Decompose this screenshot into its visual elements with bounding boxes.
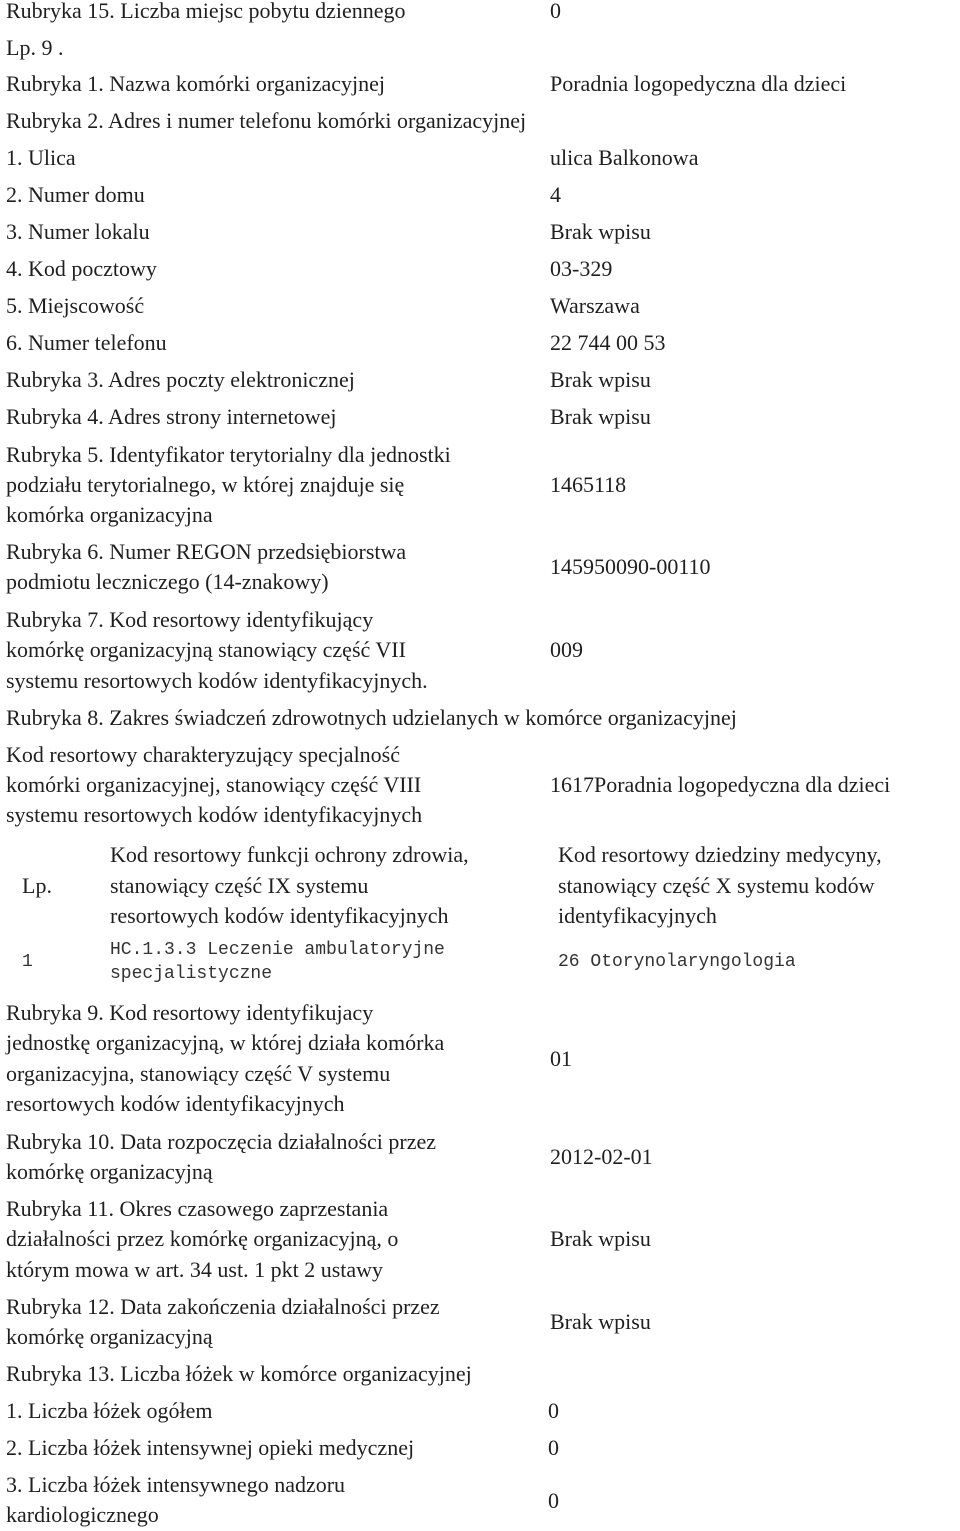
street-label: 1. Ulica <box>6 145 76 170</box>
table-row-col2-line-2: specjalistyczne <box>110 964 273 984</box>
r12-value: Brak wpisu <box>550 1309 651 1334</box>
r11-line-2: działalności przez komórkę organizacyjną, o <box>6 1226 399 1251</box>
house-number-value: 4 <box>550 182 561 207</box>
table-header-col2-line-2: stanowiący część IX systemu <box>110 873 369 898</box>
r3-value: Brak wpisu <box>550 367 651 392</box>
postal-code-value: 03-329 <box>550 256 613 281</box>
phone-value: 22 744 00 53 <box>550 330 666 355</box>
r1-label: Rubryka 1. Nazwa komórki organizacyjnej <box>6 71 385 96</box>
table-header-col3-line-3: identyfikacyjnych <box>558 903 717 928</box>
r10-value: 2012-02-01 <box>550 1144 653 1169</box>
r9-line-3: organizacyjna, stanowiący część V systemu <box>6 1061 391 1086</box>
beds-total-value: 0 <box>548 1398 559 1423</box>
beds-icu-value: 0 <box>548 1435 559 1460</box>
r4-value: Brak wpisu <box>550 404 651 429</box>
r9-line-2: jednostkę organizacyjną, w której działa komórka <box>6 1030 445 1055</box>
r13-label: Rubryka 13. Liczba łóżek w komórce organizacyjnej <box>6 1361 472 1386</box>
spec-line-1: Kod resortowy charakteryzujący specjalność <box>6 742 401 767</box>
r4-label: Rubryka 4. Adres strony internetowej <box>6 404 337 429</box>
beds-cardio-value: 0 <box>548 1488 559 1513</box>
r7-line-3: systemu resortowych kodów identyfikacyjnych. <box>6 668 428 693</box>
r7-value: 009 <box>550 637 583 662</box>
unit-number-label: 3. Numer lokalu <box>6 219 150 244</box>
r11-line-3: którym mowa w art. 34 ust. 1 pkt 2 ustawy <box>6 1257 384 1282</box>
house-number-label: 2. Numer domu <box>6 182 145 207</box>
r9-value: 01 <box>550 1046 572 1071</box>
city-label: 5. Miejscowość <box>6 293 145 318</box>
r5-line-2: podziału terytorialnego, w której znajduje się <box>6 472 405 497</box>
table-row-lp: 1 <box>22 952 33 972</box>
lp-header: Lp. 9 . <box>6 35 64 60</box>
r6-line-2: podmiotu leczniczego (14-znakowy) <box>6 569 329 594</box>
r5-value: 1465118 <box>550 472 627 497</box>
table-row-col3: 26 Otorynolaryngologia <box>558 952 796 972</box>
table-header-col2-line-3: resortowych kodów identyfikacyjnych <box>110 903 449 928</box>
postal-code-label: 4. Kod pocztowy <box>6 256 157 281</box>
r12-line-1: Rubryka 12. Data zakończenia działalności przez <box>6 1294 440 1319</box>
beds-total-label: 1. Liczba łóżek ogółem <box>6 1398 213 1423</box>
r9-line-4: resortowych kodów identyfikacyjnych <box>6 1091 345 1116</box>
street-value: ulica Balkonowa <box>550 145 699 170</box>
spec-value: 1617Poradnia logopedyczna dla dzieci <box>550 772 891 797</box>
r10-line-1: Rubryka 10. Data rozpoczęcia działalności przez <box>6 1129 437 1154</box>
r6-line-1: Rubryka 6. Numer REGON przedsiębiorstwa <box>6 539 407 564</box>
r9-line-1: Rubryka 9. Kod resortowy identyfikujacy <box>6 1000 374 1025</box>
spec-line-2: komórki organizacyjnej, stanowiący część VIII <box>6 772 422 797</box>
phone-label: 6. Numer telefonu <box>6 330 167 355</box>
r7-line-2: komórkę organizacyjną stanowiący część VII <box>6 637 406 662</box>
r5-line-3: komórka organizacyjna <box>6 502 213 527</box>
r7-line-1: Rubryka 7. Kod resortowy identyfikujący <box>6 607 374 632</box>
r15-label: Rubryka 15. Liczba miejsc pobytu dziennego <box>6 0 406 23</box>
r8-label: Rubryka 8. Zakres świadczeń zdrowotnych udzielanych w komórce organizacyjnej <box>6 705 737 730</box>
r12-line-2: komórkę organizacyjną <box>6 1324 213 1349</box>
r1-value: Poradnia logopedyczna dla dzieci <box>550 71 847 96</box>
r10-line-2: komórkę organizacyjną <box>6 1159 213 1184</box>
r11-line-1: Rubryka 11. Okres czasowego zaprzestania <box>6 1196 389 1221</box>
city-value: Warszawa <box>550 293 640 318</box>
beds-icu-label: 2. Liczba łóżek intensywnej opieki medycznej <box>6 1435 415 1460</box>
r6-value: 145950090-00110 <box>550 554 711 579</box>
r15-value: 0 <box>550 0 561 23</box>
table-header-lp: Lp. <box>22 873 52 898</box>
spec-line-3: systemu resortowych kodów identyfikacyjnych <box>6 802 423 827</box>
r5-line-1: Rubryka 5. Identyfikator terytorialny dla jednostki <box>6 442 451 467</box>
r2-label: Rubryka 2. Adres i numer telefonu komórki organizacyjnej <box>6 108 527 133</box>
beds-cardio-line-2: kardiologicznego <box>6 1502 159 1527</box>
r11-value: Brak wpisu <box>550 1226 651 1251</box>
beds-cardio-line-1: 3. Liczba łóżek intensywnego nadzoru <box>6 1472 346 1497</box>
table-header-col2-line-1: Kod resortowy funkcji ochrony zdrowia, <box>110 842 469 867</box>
r3-label: Rubryka 3. Adres poczty elektronicznej <box>6 367 355 392</box>
table-row-col2-line-1: HC.1.3.3 Leczenie ambulatoryjne <box>110 940 445 960</box>
table-header-col3-line-2: stanowiący część X systemu kodów <box>558 873 875 898</box>
unit-number-value: Brak wpisu <box>550 219 651 244</box>
table-header-col3-line-1: Kod resortowy dziedziny medycyny, <box>558 842 882 867</box>
